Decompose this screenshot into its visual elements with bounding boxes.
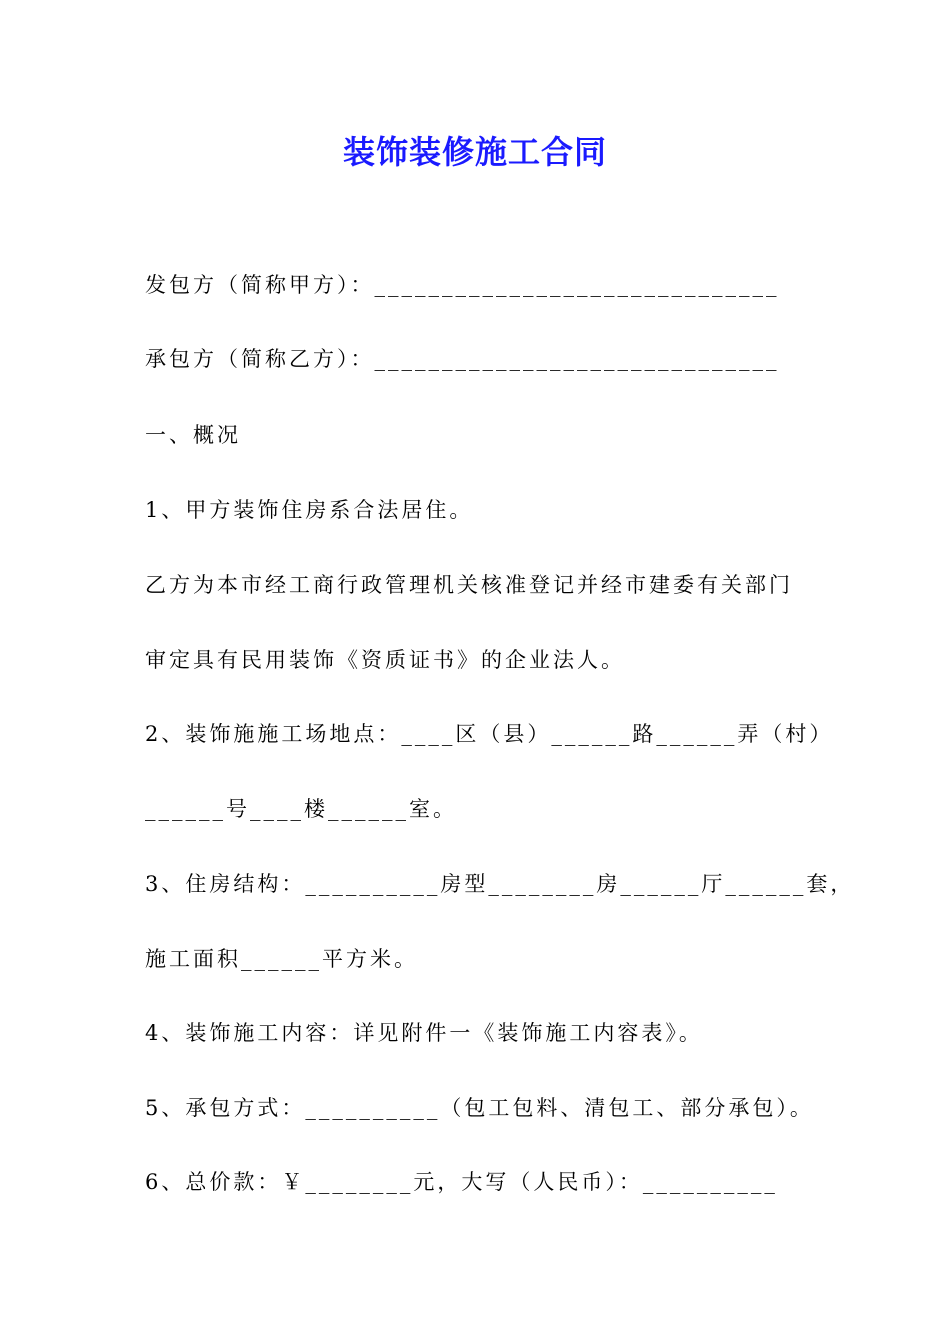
- party-b-line: 承包方（简称乙方）：______________________________: [145, 347, 780, 371]
- clause-4-line: 4、装饰施工内容：详见附件一《装饰施工内容表》。: [145, 1021, 703, 1045]
- clause-3-line-2: 施工面积______平方米。: [145, 947, 418, 971]
- clause-1-line-2: 乙方为本市经工商行政管理机关核准登记并经市建委有关部门: [145, 573, 793, 597]
- clause-2-line-1: 2、装饰施施工场地点：____区（县）______路______弄（村）: [145, 722, 834, 746]
- clause-6-line: 6、总价款：￥________元，大写（人民币）：__________: [145, 1170, 778, 1194]
- clause-3-line-1: 3、住房结构：__________房型________房______厅______套，: [145, 872, 855, 896]
- section-overview-heading: 一、概况: [145, 423, 241, 447]
- party-a-line: 发包方（简称甲方）：______________________________: [145, 273, 780, 297]
- clause-1-line-3: 审定具有民用装饰《资质证书》的企业法人。: [145, 648, 625, 672]
- clause-1-line-1: 1、甲方装饰住房系合法居住。: [145, 498, 474, 522]
- clause-2-line-2: ______号____楼______室。: [145, 797, 457, 821]
- document-title: 装饰装修施工合同: [342, 133, 607, 171]
- clause-5-line: 5、承包方式：__________（包工包料、清包工、部分承包）。: [145, 1096, 814, 1120]
